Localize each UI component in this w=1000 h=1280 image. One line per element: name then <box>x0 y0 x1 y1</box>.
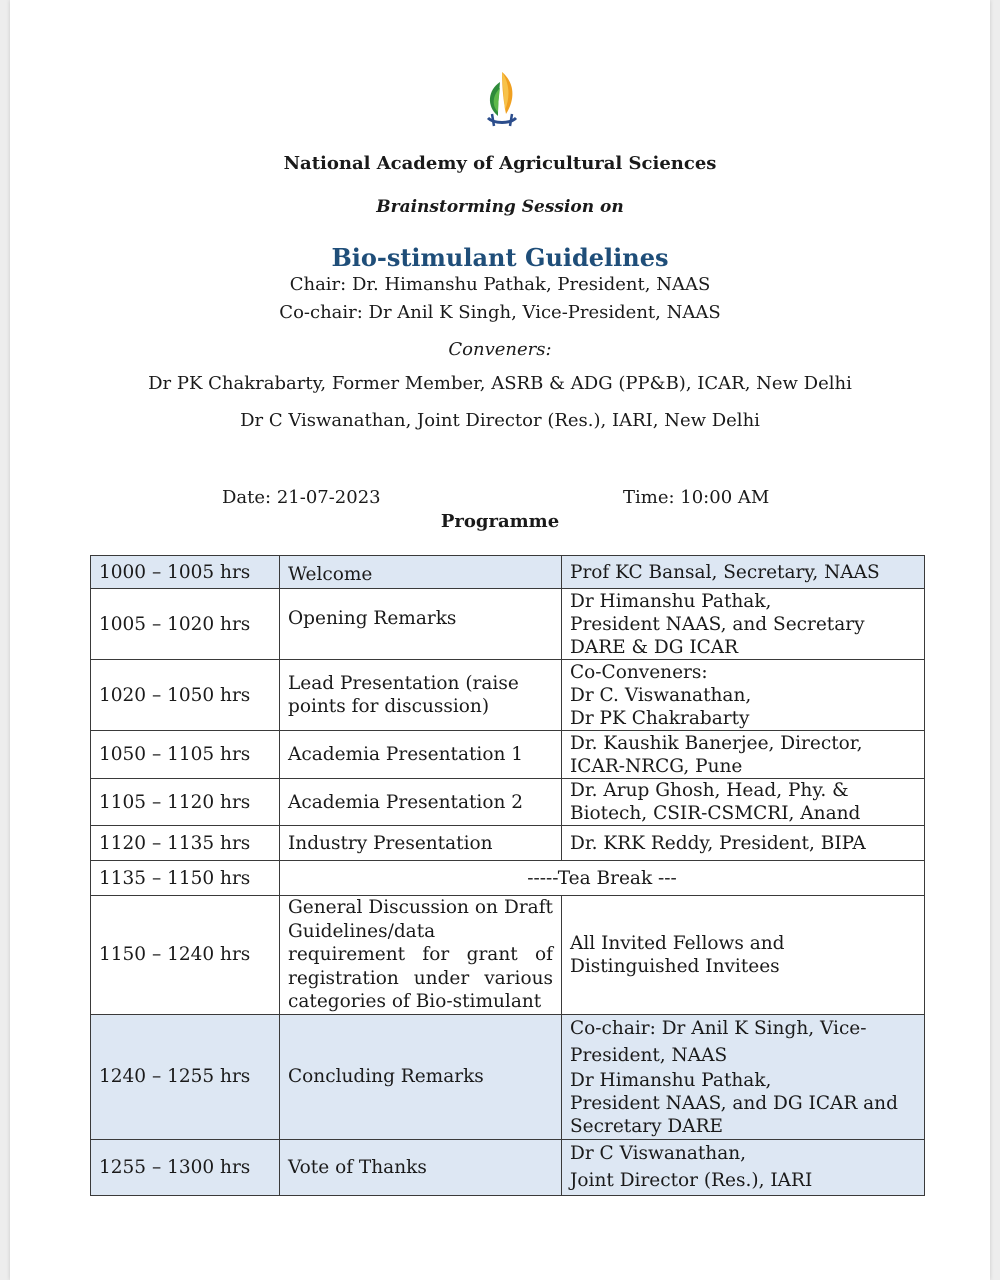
row-time: 1120 – 1135 hrs <box>91 826 280 861</box>
convener-2: Dr C Viswanathan, Joint Director (Res.), IARI, New Delhi <box>240 410 760 431</box>
table-row <box>91 660 925 731</box>
row-speaker <box>562 556 925 589</box>
table-row <box>91 1014 925 1139</box>
row-time: 1105 – 1120 hrs <box>91 779 280 826</box>
row-item: Welcome <box>280 556 562 589</box>
session-title: Bio-stimulant Guidelines <box>331 243 669 272</box>
row-time: 1000 – 1005 hrs <box>91 556 280 589</box>
speaker-line: Dr Himanshu Pathak, <box>570 1070 772 1091</box>
organization-name: National Academy of Agricultural Sciences <box>283 153 717 174</box>
item-line: Lead Presentation (raise <box>288 673 519 694</box>
speaker-line: Distinguished Invitees <box>570 955 780 977</box>
row-speaker <box>562 826 925 861</box>
speaker-line: Dr Himanshu Pathak, <box>570 590 772 612</box>
session-date: Date: 21-07-2023 <box>222 487 381 508</box>
chair-line: Chair: Dr. Himanshu Pathak, President, NAAS <box>289 274 711 295</box>
row-time: 1050 – 1105 hrs <box>91 731 280 779</box>
speaker-line: Dr. Kaushik Banerjee, Director, <box>570 732 863 754</box>
speaker-line: Co-Conveners: <box>570 661 708 683</box>
row-speaker <box>562 731 925 779</box>
row-time: 1255 – 1300 hrs <box>91 1139 280 1195</box>
speaker-line: Joint Director (Res.), IARI <box>570 1170 813 1191</box>
table-row <box>91 826 925 861</box>
session-time: Time: 10:00 AM <box>623 487 770 508</box>
speaker-line: President, NAAS <box>570 1045 728 1066</box>
row-item: Academia Presentation 1 <box>280 731 562 779</box>
speaker-line: Dr C Viswanathan, <box>570 1143 747 1164</box>
row-time: 1150 – 1240 hrs <box>91 896 280 1015</box>
programme-table <box>90 555 925 1196</box>
table-row <box>91 1139 925 1195</box>
conveners-label: Conveners: <box>448 339 552 360</box>
row-speaker <box>562 589 925 660</box>
document-page <box>10 0 990 1280</box>
speaker-line: Co-chair: Dr Anil K Singh, Vice- <box>570 1018 867 1039</box>
speaker-line: Dr PK Chakrabarty <box>570 707 750 729</box>
row-speaker <box>562 896 925 1015</box>
table-row <box>91 589 925 660</box>
row-time: 1240 – 1255 hrs <box>91 1014 280 1139</box>
session-label: Brainstorming Session on <box>376 197 624 217</box>
row-speaker <box>562 1139 925 1195</box>
tea-break: -----Tea Break --- <box>280 861 925 896</box>
row-item: General Discussion on Draft Guidelines/data requirement for grant of registration under various categories of Bio-stimulant <box>280 896 562 1015</box>
speaker-line: ICAR-NRCG, Pune <box>570 755 743 777</box>
programme-heading: Programme <box>440 511 560 532</box>
row-item: Vote of Thanks <box>280 1139 562 1195</box>
speaker-line: Dr. KRK Reddy, President, BIPA <box>570 832 866 854</box>
row-speaker <box>562 779 925 826</box>
naas-leaf-logo-icon <box>480 68 524 132</box>
row-item: Concluding Remarks <box>280 1014 562 1139</box>
speaker-line: DARE & DG ICAR <box>570 636 739 658</box>
row-time: 1005 – 1020 hrs <box>91 589 280 660</box>
row-time: 1020 – 1050 hrs <box>91 660 280 731</box>
table-row <box>91 731 925 779</box>
row-item: Academia Presentation 2 <box>280 779 562 826</box>
table-row <box>91 779 925 826</box>
row-item <box>280 660 562 731</box>
speaker-line: Secretary DARE <box>570 1116 724 1137</box>
speaker-line: President NAAS, and Secretary <box>570 613 865 635</box>
speaker-line: Biotech, CSIR-CSMCRI, Anand <box>570 803 861 824</box>
speaker-line: Dr. Arup Ghosh, Head, Phy. & <box>570 780 849 801</box>
cochair-line: Co-chair: Dr Anil K Singh, Vice-President, NAAS <box>279 302 721 323</box>
row-item: Opening Remarks <box>280 589 562 660</box>
row-speaker <box>562 660 925 731</box>
table-row <box>91 896 925 1015</box>
row-time: 1135 – 1150 hrs <box>91 861 280 896</box>
table-row <box>91 861 925 896</box>
convener-1: Dr PK Chakrabarty, Former Member, ASRB & ADG (PP&B), ICAR, New Delhi <box>148 373 852 394</box>
row-speaker <box>562 1014 925 1139</box>
speaker-line: Dr C. Viswanathan, <box>570 684 752 706</box>
speaker-line: All Invited Fellows and <box>570 932 785 954</box>
speaker-line: President NAAS, and DG ICAR and <box>570 1093 898 1114</box>
table-row <box>91 556 925 589</box>
row-item: Industry Presentation <box>280 826 562 861</box>
speaker-line: Prof KC Bansal, Secretary, NAAS <box>570 561 880 583</box>
item-line: points for discussion) <box>288 696 490 717</box>
